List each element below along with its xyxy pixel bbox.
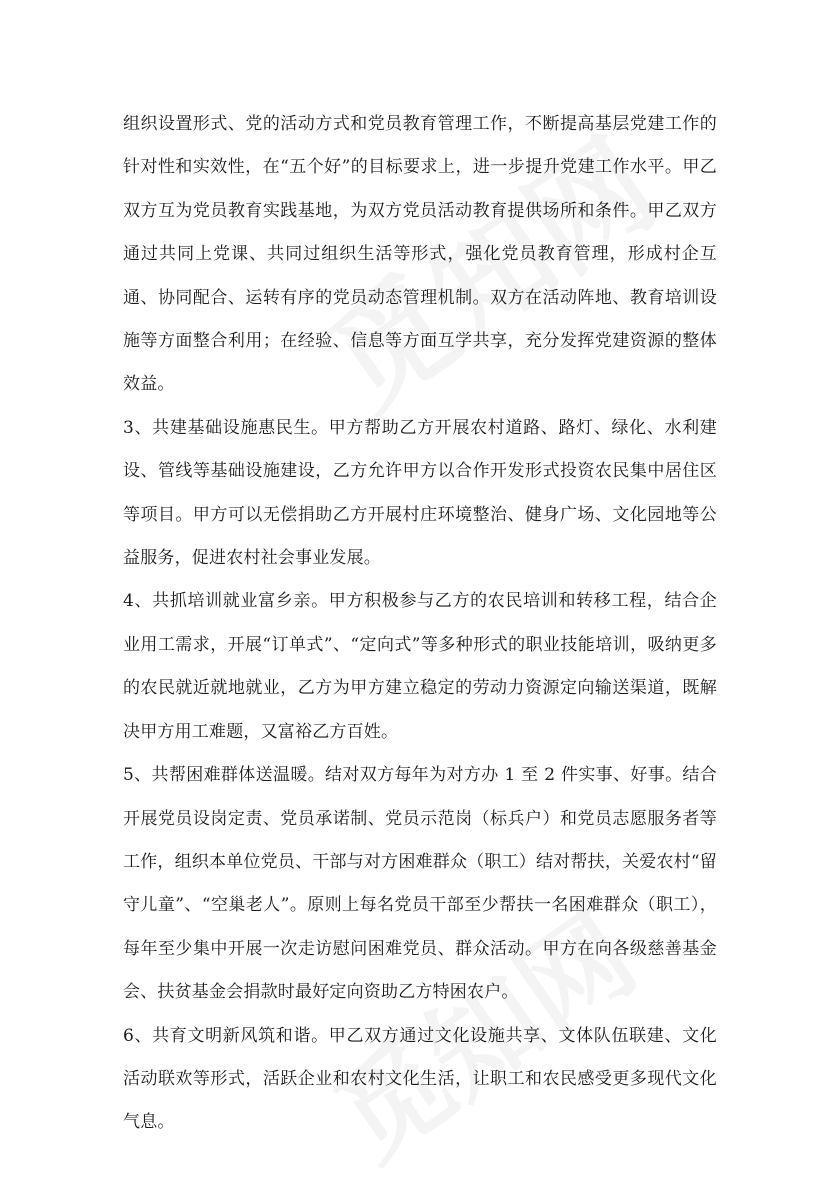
paragraph-civilization: 6、共育文明新风筑和谐。甲乙双方通过文化设施共享、文体队伍联建、文化活动联欢等形式，活跃企业和农村文化生活，让职工和农民感受更多现代文化气息。	[123, 1025, 717, 1133]
paragraph-party-building: 组织设置形式、党的活动方式和党员教育管理工作，不断提高基层党建工作的针对性和实效性，在“五个好”的目标要求上，进一步提升党建工作水平。甲乙双方互为党员教育实践基地，为双方党员活动教育提供场所和条件。甲乙双方通过共同上党课、共同过组织生活等形式，强化党员教育管理，形成村企互通、协同配合、运转有序的党员动态管理机制。双方在活动阵地、教育培训设施等方面整合利用；在经验、信息等方面互学共享，充分发挥党建资源的整体效益。	[123, 114, 717, 395]
paragraph-help-needy: 5、共帮困难群体送温暖。结对双方每年为对方办 1 至 2 件实事、好事。结合开展党员设岗定责、党员承诺制、党员示范岗（标兵户）和党员志愿服务者等工作，组织本单位党员、干部与对方困难群众（职工）结对帮扶，关爱农村“留守儿童”、“空巢老人”。原则上每名党员干部至少帮扶一名困难群众（职工），每年至少集中开展一次走访慰问困难党员、群众活动。甲方在向各级慈善基金会、扶贫基金会捐款时最好定向资助乙方特困农户。	[123, 765, 717, 1003]
paragraph-training-employment: 4、共抓培训就业富乡亲。甲方积极参与乙方的农民培训和转移工程，结合企业用工需求，开展“订单式”、“定向式”等多种形式的职业技能培训，吸纳更多的农民就近就地就业，乙方为甲方建立稳定的劳动力资源定向输送渠道，既解决甲方用工难题，又富裕乙方百姓。	[123, 591, 717, 742]
paragraph-infrastructure: 3、共建基础设施惠民生。甲方帮助乙方开展农村道路、路灯、绿化、水利建设、管线等基础设施建设，乙方允许甲方以合作开发形式投资农民集中居住区等项目。甲方可以无偿捐助乙方开展村庄环境整治、健身广场、文化园地等公益服务，促进农村社会事业发展。	[123, 417, 717, 569]
document-body	[123, 103, 717, 1145]
